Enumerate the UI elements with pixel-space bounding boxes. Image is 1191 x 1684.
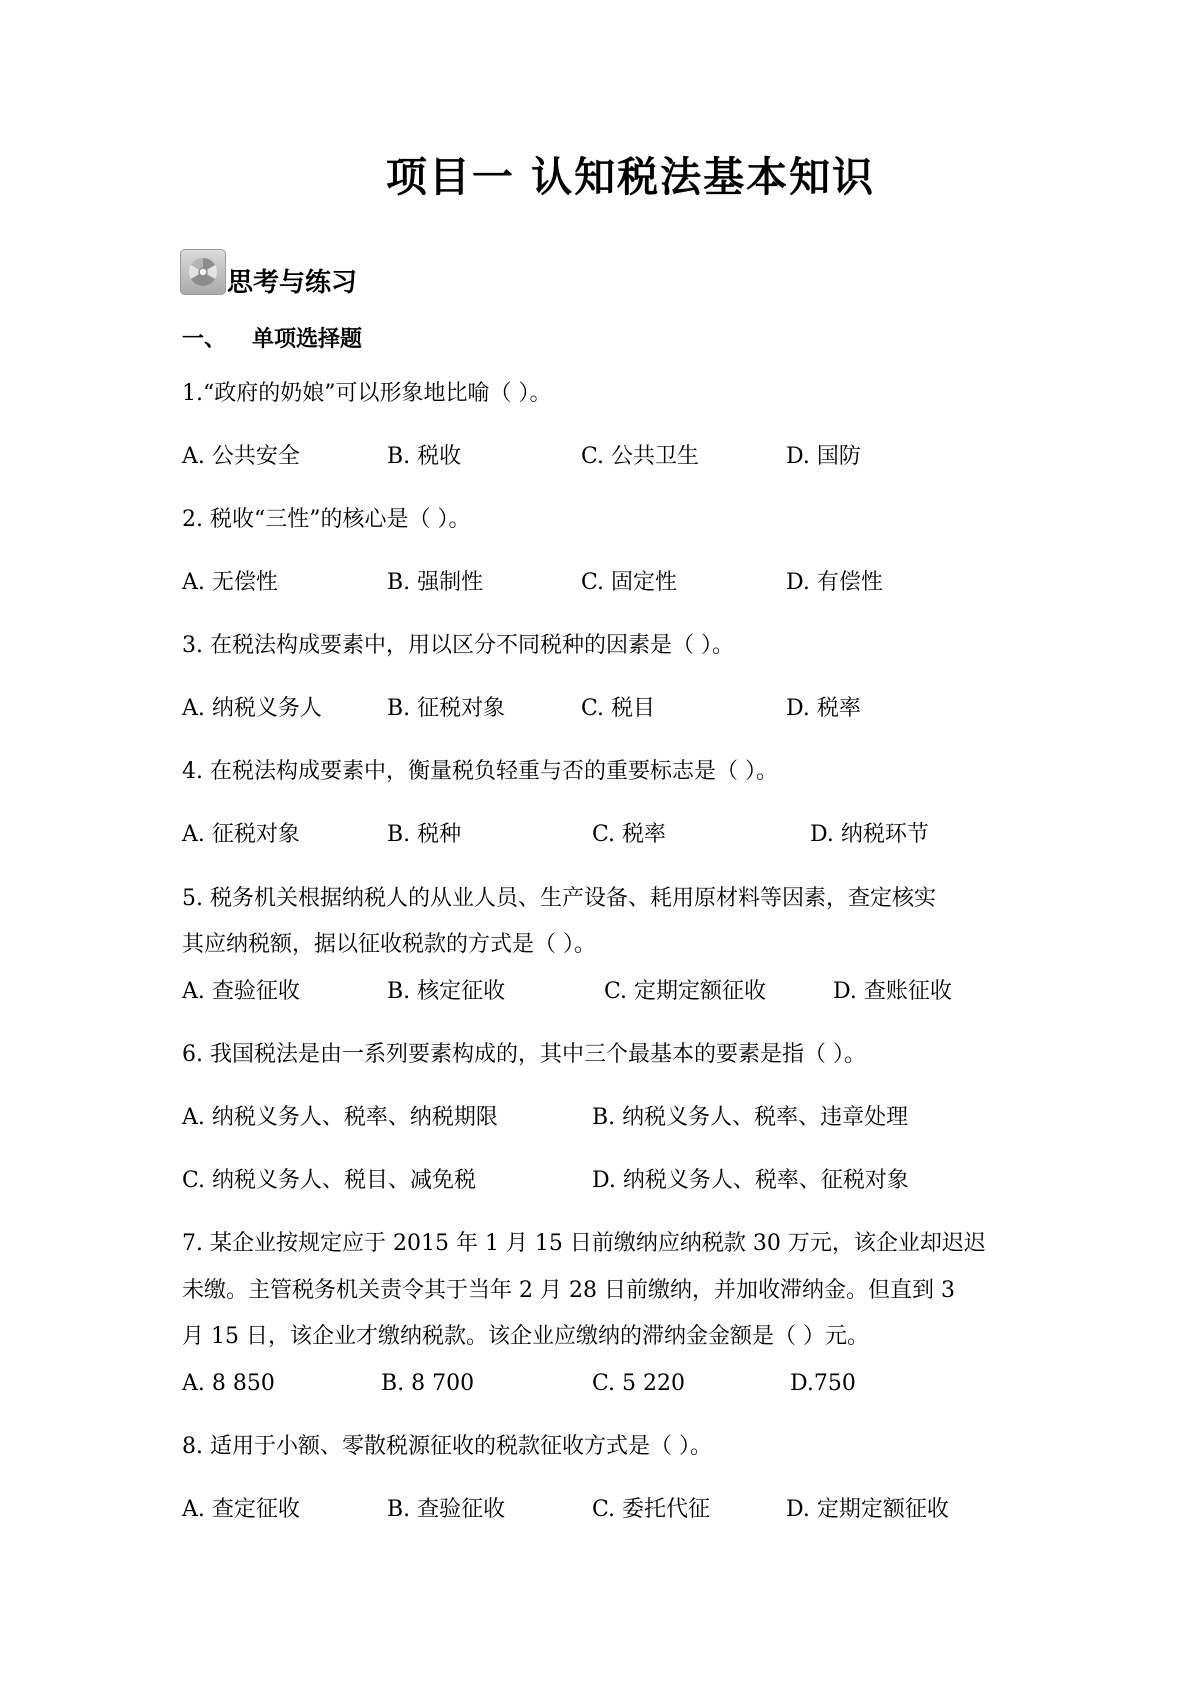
- question-2-option-d: D. 有偿性: [786, 570, 883, 595]
- question-1-option-c: C. 公共卫生: [581, 444, 700, 469]
- question-8-text: 8. 适用于小额、零散税源征收的税款征收方式是（ ）。: [182, 1434, 712, 1459]
- question-5-option-b: B. 核定征收: [387, 979, 506, 1004]
- question-1-option-d: D. 国防: [786, 444, 861, 469]
- question-3-option-b: B. 征税对象: [387, 696, 506, 721]
- question-5-text-line-2: 其应纳税额，据以征收税款的方式是（ ）。: [182, 932, 596, 957]
- question-2-option-b: B. 强制性: [387, 570, 484, 595]
- question-8-option-b: B. 查验征收: [387, 1497, 506, 1522]
- question-5-text-line-1: 5. 税务机关根据纳税人的从业人员、生产设备、耗用原材料等因素，查定核实: [182, 886, 936, 911]
- question-7-text-line-1: 7. 某企业按规定应于 2015 年 1 月 15 日前缴纳应纳税款 30 万元，该企业却迟迟: [182, 1231, 986, 1256]
- question-3-option-d: D. 税率: [786, 696, 861, 721]
- question-4-option-d: D. 纳税环节: [810, 822, 929, 847]
- part-label: 单项选择题: [252, 327, 363, 352]
- question-6-option-d: D. 纳税义务人、税率、征税对象: [592, 1168, 909, 1193]
- question-5-option-c: C. 定期定额征收: [604, 979, 767, 1004]
- question-8-option-a: A. 查定征收: [182, 1497, 300, 1522]
- part-number: 一、: [182, 327, 227, 352]
- question-6-text: 6. 我国税法是由一系列要素构成的，其中三个最基本的要素是指（ ）。: [182, 1042, 866, 1067]
- question-2-option-c: C. 固定性: [581, 570, 678, 595]
- section-title: 思考与练习: [227, 268, 358, 298]
- question-7-option-a: A. 8 850: [182, 1371, 275, 1396]
- page-title: 项目一 认知税法基本知识: [385, 153, 876, 201]
- question-4-option-a: A. 征税对象: [182, 822, 300, 847]
- question-6-option-c: C. 纳税义务人、税目、减免税: [182, 1168, 477, 1193]
- question-1-option-a: A. 公共安全: [182, 444, 300, 469]
- question-7-text-line-2: 未缴。主管税务机关责令其于当年 2 月 28 日前缴纳，并加收滞纳金。但直到 3: [182, 1278, 955, 1303]
- question-3-option-c: C. 税目: [581, 696, 656, 721]
- question-7-option-b: B. 8 700: [381, 1371, 475, 1396]
- target-badge-icon: [180, 249, 226, 295]
- question-8-option-c: C. 委托代征: [592, 1497, 711, 1522]
- question-4-option-b: B. 税种: [387, 822, 462, 847]
- question-1-text: 1.“政府的奶娘”可以形象地比喻（ ）。: [182, 381, 552, 406]
- question-5-option-a: A. 查验征收: [182, 979, 300, 1004]
- question-7-text-line-3: 月 15 日，该企业才缴纳税款。该企业应缴纳的滞纳金金额是（ ）元。: [182, 1324, 869, 1349]
- question-7-option-c: C. 5 220: [592, 1371, 686, 1396]
- question-6-option-a: A. 纳税义务人、税率、纳税期限: [182, 1105, 498, 1130]
- question-3-option-a: A. 纳税义务人: [182, 696, 322, 721]
- question-5-option-d: D. 查账征收: [833, 979, 952, 1004]
- question-7-option-d: D.750: [790, 1371, 856, 1396]
- question-2-option-a: A. 无偿性: [182, 570, 278, 595]
- question-2-text: 2. 税收“三性”的核心是（ ）。: [182, 507, 471, 532]
- question-6-option-b: B. 纳税义务人、税率、违章处理: [592, 1105, 909, 1130]
- question-4-text: 4. 在税法构成要素中，衡量税负轻重与否的重要标志是（ ）。: [182, 759, 778, 784]
- question-3-text: 3. 在税法构成要素中，用以区分不同税种的因素是（ ）。: [182, 633, 734, 658]
- question-4-option-c: C. 税率: [592, 822, 667, 847]
- question-8-option-d: D. 定期定额征收: [786, 1497, 949, 1522]
- question-1-option-b: B. 税收: [387, 444, 462, 469]
